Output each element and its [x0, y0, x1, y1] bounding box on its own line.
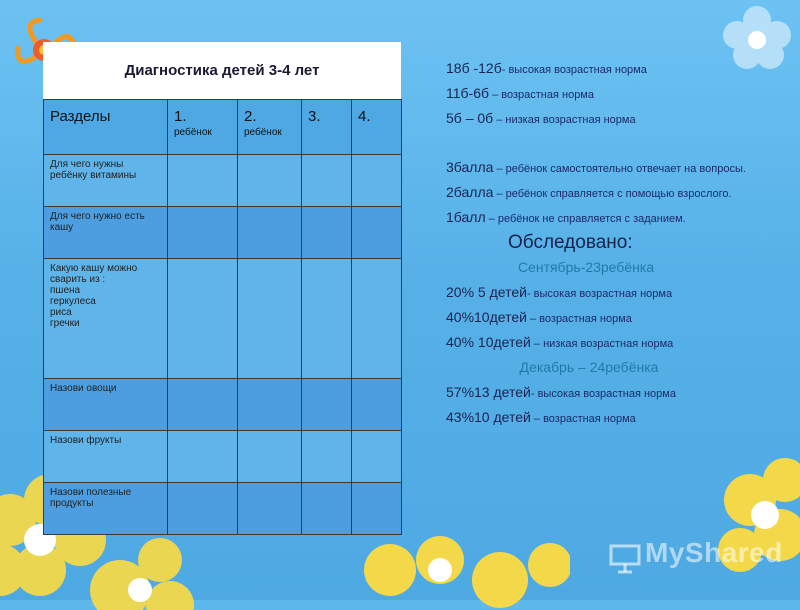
september-line: 40%10детей – возрастная норма	[446, 309, 632, 325]
row-label: Назови фрукты	[44, 431, 168, 483]
september-heading: Сентябрь-23ребёнка	[517, 259, 655, 275]
table-row	[44, 155, 402, 207]
points-line: 3балла – ребёнок самостоятельно отвечает на вопросы.	[446, 159, 746, 175]
points-line: 2балла – ребёнок справляется с помощью взрослого.	[446, 184, 732, 200]
header-cell: 3.	[302, 100, 352, 155]
score-line: 11б-6б – возрастная норма	[446, 85, 594, 101]
table-row	[44, 259, 402, 379]
table-title: Диагностика детей 3-4 лет	[43, 42, 401, 99]
surveyed-heading: Обследовано:	[508, 232, 633, 253]
table-row	[44, 431, 402, 483]
header-cell: Разделы	[44, 100, 168, 155]
score-line: 5б – 0б – низкая возрастная норма	[446, 110, 636, 126]
score-line: 18б -12б- высокая возрастная норма	[446, 60, 647, 76]
row-label: Для чего нужно есть кашу	[44, 207, 168, 259]
header-cell: 1. ребёнок	[168, 100, 238, 155]
points-line: 1балл – ребёнок не справляется с заданием.	[446, 209, 686, 225]
december-line: 43%10 детей – возрастная норма	[446, 409, 636, 425]
table-row	[44, 379, 402, 431]
header-cell: 2. ребёнок	[238, 100, 302, 155]
september-line: 40% 10детей – низкая возрастная норма	[446, 334, 674, 350]
watermark: MyShared	[645, 537, 783, 568]
row-label: Назови овощи	[44, 379, 168, 431]
september-line: 20% 5 детей- высокая возрастная норма	[446, 284, 673, 300]
december-line: 57%13 детей- высокая возрастная норма	[446, 384, 676, 400]
table-row	[44, 483, 402, 535]
row-label: Назови полезные продукты	[44, 483, 168, 535]
diagnostics-table	[43, 42, 401, 534]
table	[43, 99, 402, 535]
presentation-icon	[608, 540, 642, 574]
notes-panel	[446, 56, 786, 430]
table-header-row	[44, 100, 402, 155]
header-cell: 4.	[352, 100, 402, 155]
december-heading: Декабрь – 24ребёнка	[519, 359, 659, 375]
row-label: Какую кашу можно сварить из : пшена геркулеса риса гречки	[44, 259, 168, 379]
table-row	[44, 207, 402, 259]
row-label: Для чего нужны ребёнку витамины	[44, 155, 168, 207]
